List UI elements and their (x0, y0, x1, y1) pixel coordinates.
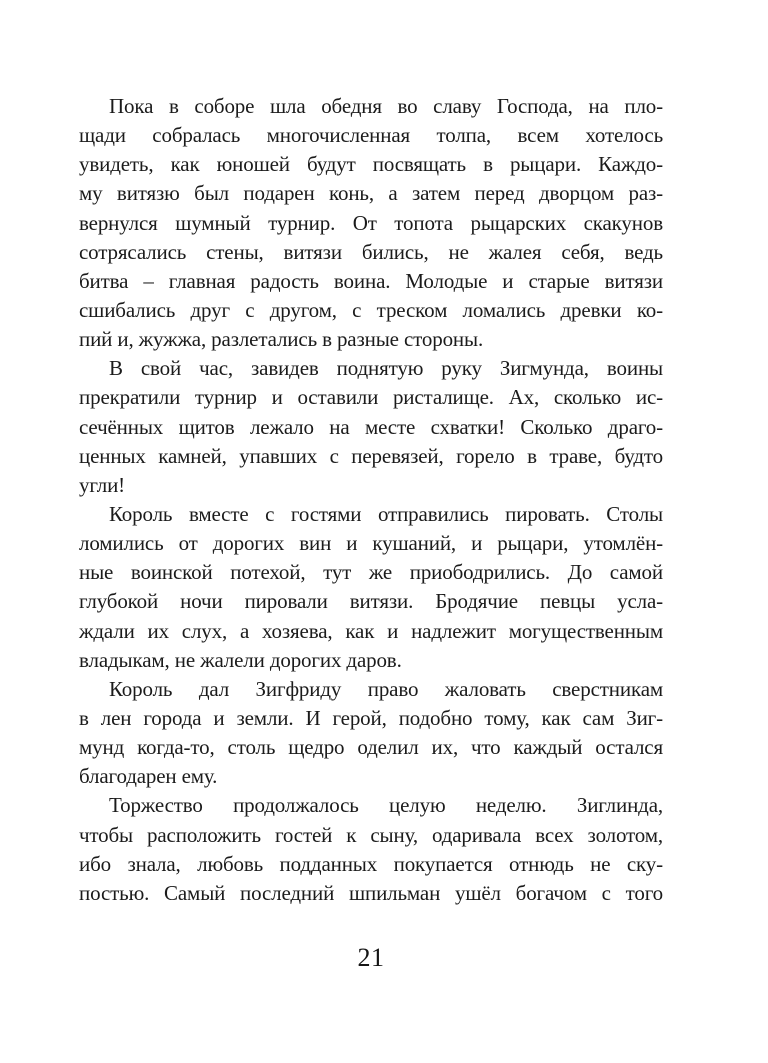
text-line: Король дал Зигфриду право жаловать сверстникам (109, 676, 663, 701)
text-line: сечённых щитов лежало на месте схватки! Сколько драго- (79, 414, 663, 439)
paragraphs (79, 92, 663, 908)
text-line: В свой час, завидев поднятую руку Зигмунда, воины (109, 356, 663, 381)
text-line: сшибались друг с другом, с треском ломались древки ко- (79, 297, 663, 322)
text-line: му витязю был подарен конь, а затем перед дворцом раз- (79, 181, 663, 206)
text-line: ломились от дорогих вин и кушаний, и рыцари, утомлён- (79, 531, 663, 556)
text-line: угли! (79, 472, 126, 497)
text-line: Торжество продолжалось целую неделю. Зиглинда, (109, 793, 663, 818)
text-line: владыкам, не жалели дорогих даров. (79, 647, 402, 672)
text-line: ибо знала, любовь подданных покупается отнюдь не ску- (79, 851, 663, 876)
page-text-block (79, 92, 663, 908)
text-line: мунд когда-то, столь щедро оделил их, что каждый остался (79, 735, 663, 760)
text-line: щади собралась многочисленная толпа, всем хотелось (79, 123, 663, 148)
text-line: благодарен ему. (79, 764, 218, 789)
text-line: ждали их слух, а хозяева, как и надлежит могущественным (79, 618, 663, 643)
text-line: ные воинской потехой, тут же приободрились. До самой (79, 560, 663, 585)
text-line: в лен города и земли. И герой, подобно тому, как сам Зиг- (79, 705, 663, 730)
text-line: чтобы расположить гостей к сыну, одаривала всех золотом, (79, 822, 663, 847)
text-line: вернулся шумный турнир. От топота рыцарских скакунов (79, 210, 663, 235)
text-line: увидеть, как юношей будут посвящать в рыцари. Каждо- (79, 152, 663, 177)
text-line: битва – главная радость воина. Молодые и старые витязи (79, 268, 663, 293)
text-line: пий и, жужжа, разлетались в разные стороны. (79, 327, 484, 352)
page-number: 21 (357, 943, 385, 972)
text-line: Король вместе с гостями отправились пировать. Столы (109, 501, 663, 526)
text-line: постью. Самый последний шпильман ушёл богачом с того (79, 880, 663, 905)
text-line: прекратили турнир и оставили ристалище. Ах, сколько ис- (79, 385, 663, 410)
text-line: ценных камней, упавших с перевязей, горело в траве, будто (79, 443, 663, 468)
text-line: Пока в соборе шла обедня во славу Господа, на пло- (109, 94, 663, 118)
text-line: глубокой ночи пировали витязи. Бродячие певцы усла- (79, 589, 663, 614)
text-line: сотрясались стены, витязи бились, не жалея себя, ведь (79, 239, 663, 264)
